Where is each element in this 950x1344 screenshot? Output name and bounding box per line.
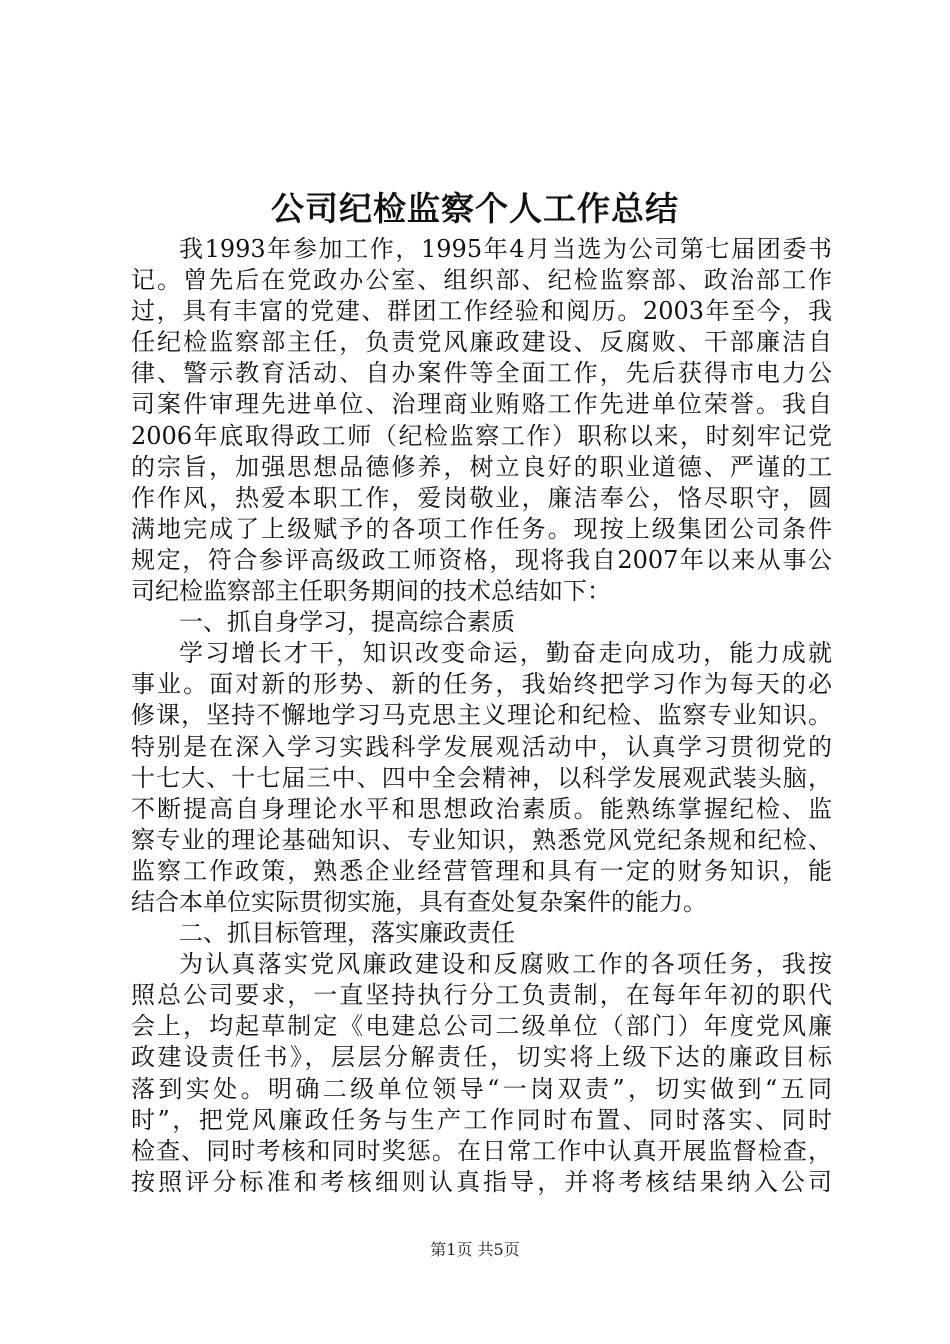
- body-line: 检查、同时考核和同时奖惩。在日常工作中认真开展监督检查，: [131, 1136, 832, 1165]
- body-line: 政建设责任书》，层层分解责任，切实将上级下达的廉政目标: [131, 1043, 832, 1072]
- body-line: 特别是在深入学习实践科学发展观活动中，认真学习贯彻党的: [131, 732, 832, 761]
- body-line: 作作风，热爱本职工作，爱岗敬业，廉洁奉公，恪尽职守，圆: [131, 483, 832, 512]
- body-line: 不断提高自身理论水平和思想政治素质。能熟练掌握纪检、监: [131, 794, 832, 823]
- body-line: 过，具有丰富的党建、群团工作经验和阅历。2003年至今，我: [131, 297, 832, 326]
- section-heading: 一、抓自身学习，提高综合素质: [179, 608, 515, 637]
- body-line: 为认真落实党风廉政建设和反腐败工作的各项任务，我按: [179, 950, 832, 979]
- document-body: [131, 234, 832, 1198]
- page-footer: 第1页 共5页: [430, 1240, 520, 1259]
- body-line: 司案件审理先进单位、治理商业贿赂工作先进单位荣誉。我自: [131, 390, 832, 419]
- body-line: 规定，符合参评高级政工师资格，现将我自2007年以来从事公: [131, 545, 832, 574]
- body-line: 察专业的理论基础知识、专业知识，熟悉党风党纪条规和纪检、: [131, 825, 832, 854]
- body-line: 2006年底取得政工师（纪检监察工作）职称以来，时刻牢记党: [131, 421, 832, 450]
- body-line: 监察工作政策，熟悉企业经营管理和具有一定的财务知识，能: [131, 856, 832, 885]
- body-line: 按照评分标准和考核细则认真指导，并将考核结果纳入公司: [131, 1167, 832, 1196]
- body-line: 任纪检监察部主任，负责党风廉政建设、反腐败、干部廉洁自: [131, 328, 832, 357]
- body-line: 的宗旨，加强思想品德修养，树立良好的职业道德、严谨的工: [131, 452, 832, 481]
- document-title: 公司纪检监察个人工作总结: [271, 189, 679, 228]
- body-line: 学习增长才干，知识改变命运，勤奋走向成功，能力成就: [179, 639, 832, 668]
- section-heading: 二、抓目标管理，落实廉政责任: [179, 919, 515, 948]
- body-line: 修课，坚持不懈地学习马克思主义理论和纪检、监察专业知识。: [131, 701, 832, 730]
- body-line: 十七大、十七届三中、四中全会精神，以科学发展观武装头脑，: [131, 763, 832, 792]
- body-line: 时”，把党风廉政任务与生产工作同时布置、同时落实、同时: [131, 1105, 832, 1134]
- body-line: 记。曾先后在党政办公室、组织部、纪检监察部、政治部工作: [131, 266, 832, 295]
- body-line: 司纪检监察部主任职务期间的技术总结如下：: [131, 577, 611, 606]
- body-line: 我1993年参加工作，1995年4月当选为公司第七届团委书: [179, 235, 832, 263]
- body-line: 结合本单位实际贯彻实施，具有查处复杂案件的能力。: [131, 887, 707, 916]
- body-line: 落到实处。明确二级单位领导“一岗双责”，切实做到“五同: [131, 1074, 832, 1103]
- body-line: 照总公司要求，一直坚持执行分工负责制，在每年年初的职代: [131, 981, 832, 1010]
- body-line: 会上，均起草制定《电建总公司二级单位（部门）年度党风廉: [131, 1012, 832, 1041]
- body-line: 满地完成了上级赋予的各项工作任务。现按上级集团公司条件: [131, 514, 832, 543]
- body-line: 律、警示教育活动、自办案件等全面工作，先后获得市电力公: [131, 359, 832, 388]
- body-line: 事业。面对新的形势、新的任务，我始终把学习作为每天的必: [131, 670, 832, 699]
